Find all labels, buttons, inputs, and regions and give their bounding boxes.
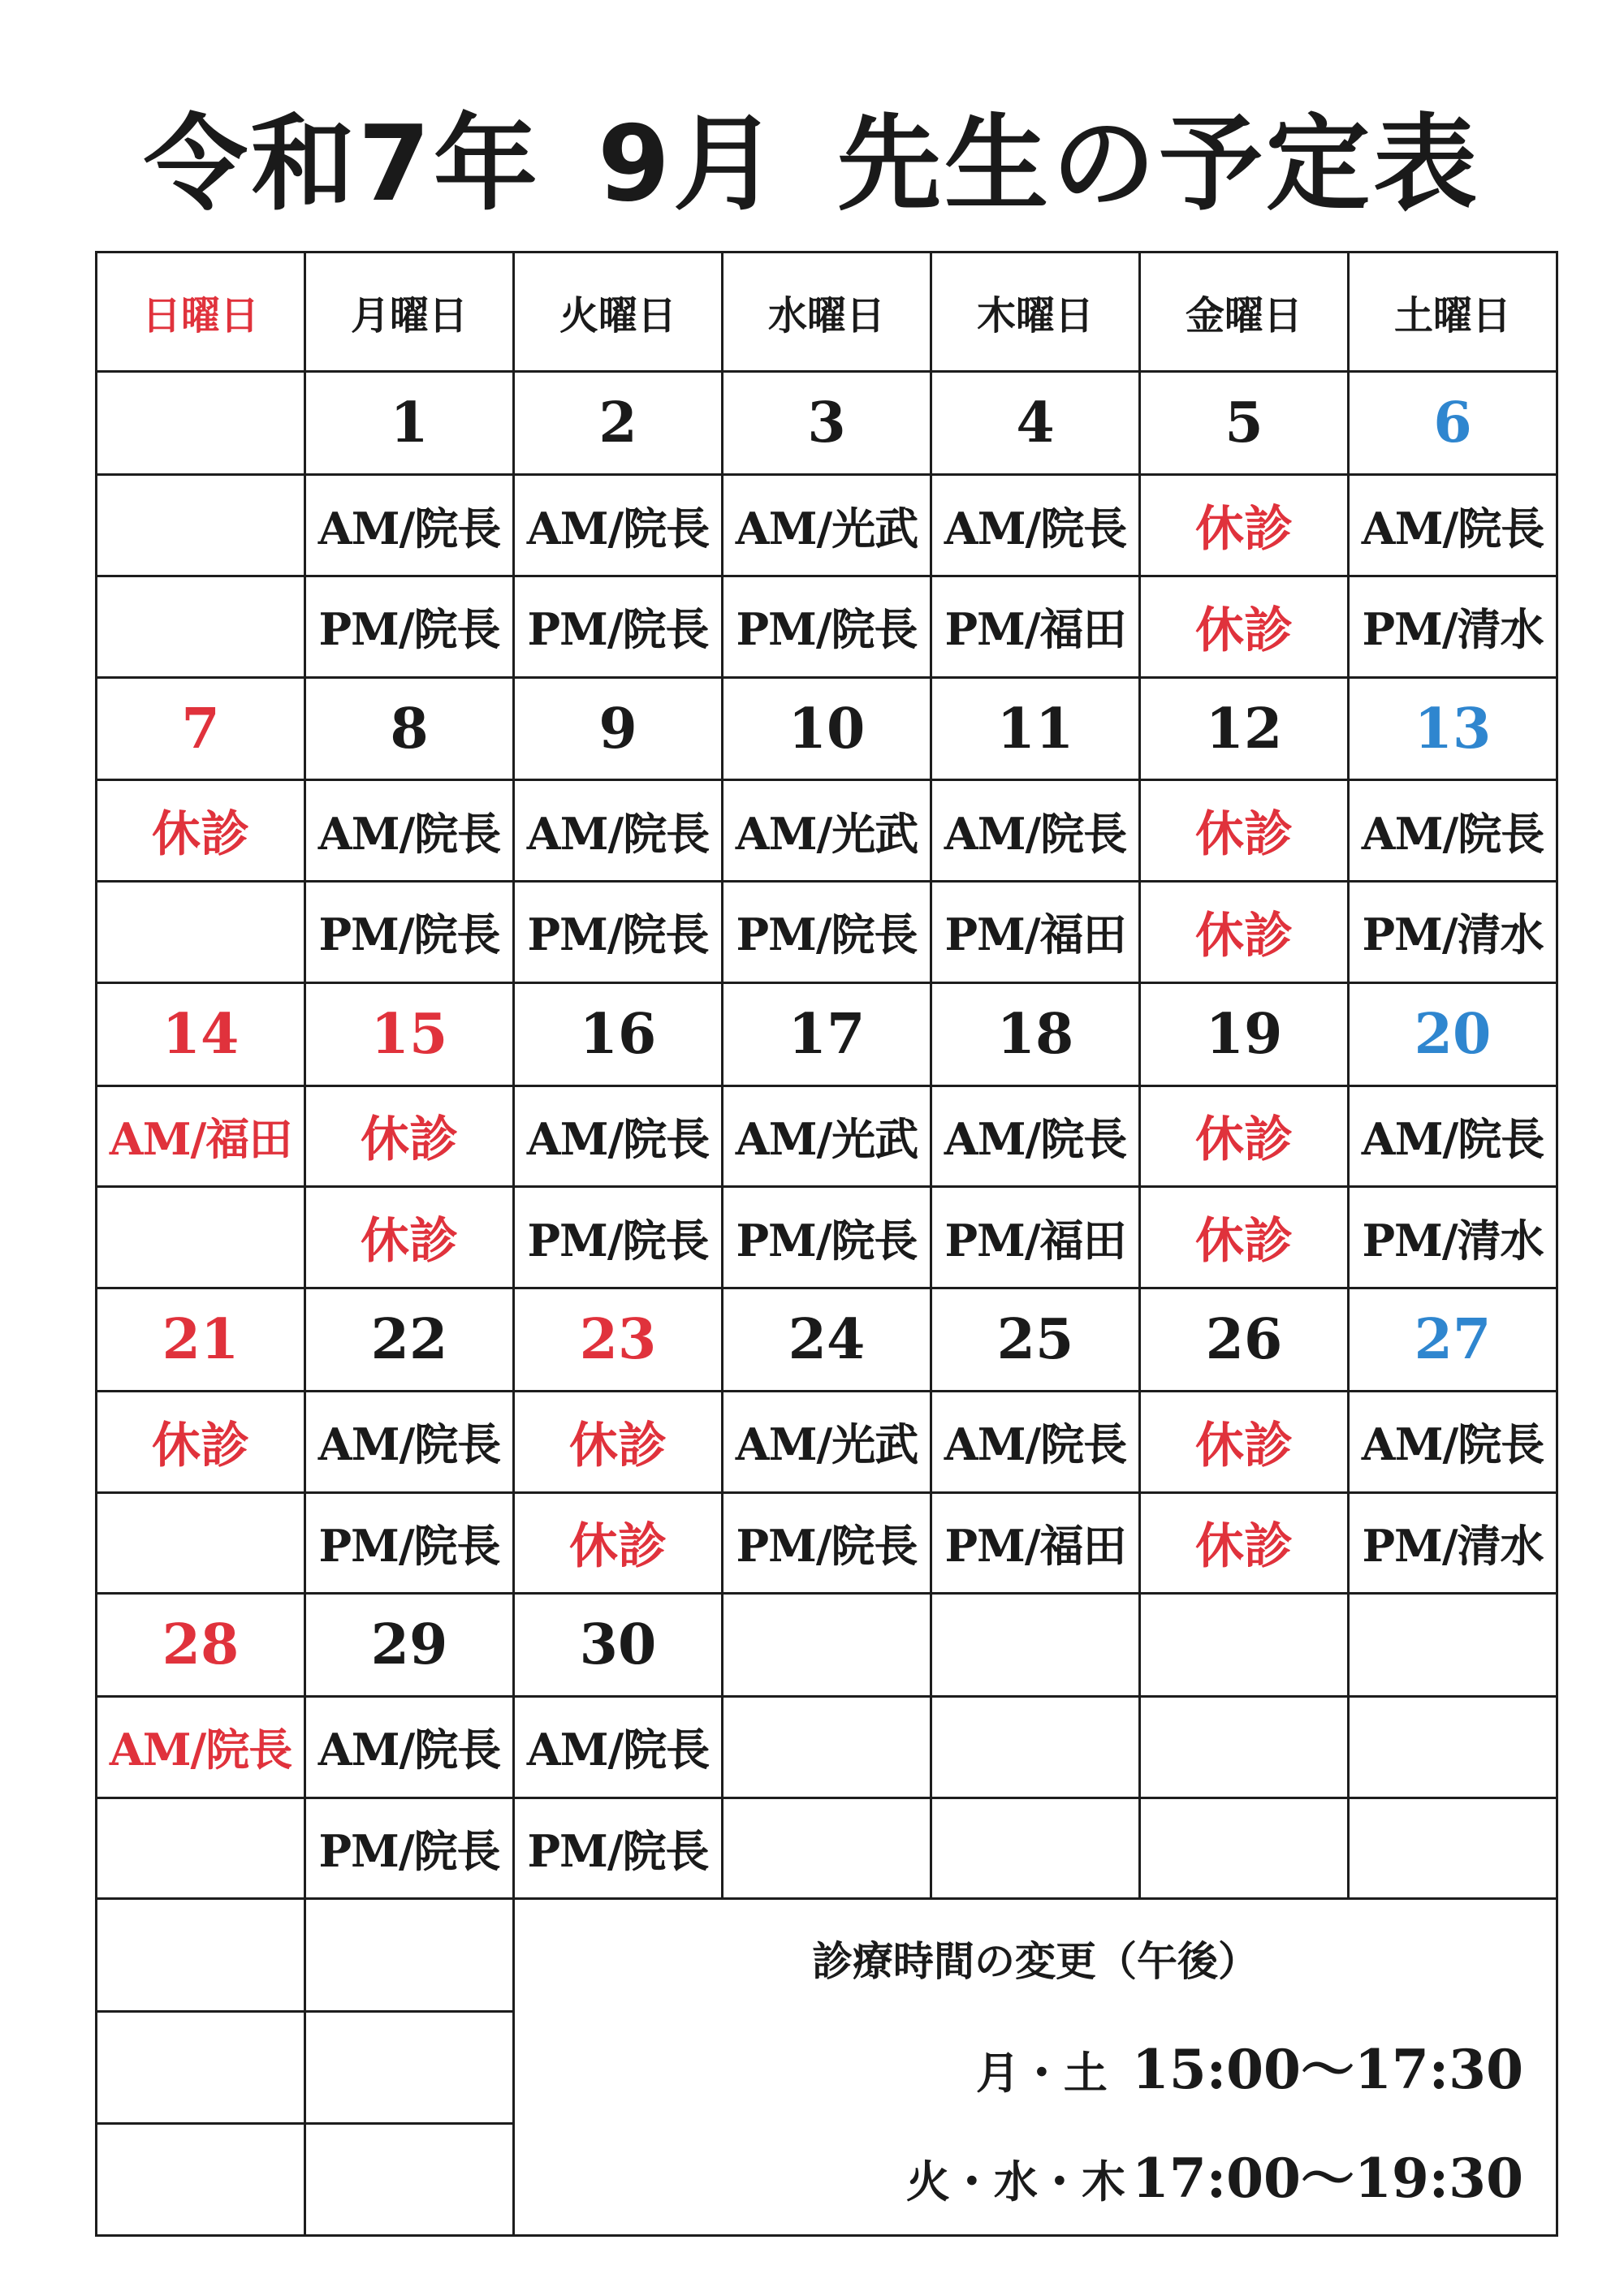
pm-doctor-cell: PM/院長 bbox=[514, 882, 723, 983]
am-doctor-cell: 休診 bbox=[1140, 1391, 1349, 1492]
day-number: 17 bbox=[723, 982, 931, 1085]
pm-doctor-cell bbox=[931, 1798, 1140, 1899]
title-label: 先生の予定表 bbox=[837, 104, 1481, 225]
notice-hours: 17:00〜19:30 bbox=[1131, 2147, 1523, 2211]
notice-days: 月・土 bbox=[975, 2048, 1108, 2100]
day-number bbox=[1140, 1594, 1349, 1697]
pm-doctor-cell: PM/福田 bbox=[931, 882, 1140, 983]
notice-heading: 診療時間の変更（午後） bbox=[812, 1938, 1259, 1986]
pm-doctor-cell: PM/院長 bbox=[305, 1798, 514, 1899]
pm-doctor-cell bbox=[723, 1798, 931, 1899]
blank-cell bbox=[305, 2011, 514, 2123]
pm-doctor-cell bbox=[97, 882, 305, 983]
day-number: 3 bbox=[723, 372, 931, 475]
blank-cell bbox=[305, 2123, 514, 2235]
am-doctor-cell bbox=[931, 1697, 1140, 1798]
day-number: 25 bbox=[931, 1288, 1140, 1392]
day-number: 15 bbox=[305, 982, 514, 1085]
day-number: 13 bbox=[1349, 677, 1557, 780]
pm-doctor-cell: PM/福田 bbox=[931, 1187, 1140, 1288]
pm-slot-row bbox=[97, 1187, 1557, 1288]
am-doctor-cell: AM/院長 bbox=[931, 1085, 1140, 1187]
blank-cell bbox=[97, 2011, 305, 2123]
am-doctor-cell: AM/院長 bbox=[514, 1697, 723, 1798]
pm-doctor-cell: PM/院長 bbox=[514, 1187, 723, 1288]
am-doctor-cell: AM/院長 bbox=[305, 475, 514, 576]
schedule-body bbox=[97, 252, 1557, 2236]
notice-line bbox=[906, 2135, 1523, 2212]
weekday-header: 木曜日 bbox=[931, 252, 1140, 372]
pm-doctor-cell: PM/清水 bbox=[1349, 1187, 1557, 1288]
pm-doctor-cell: PM/院長 bbox=[305, 576, 514, 677]
pm-doctor-cell: 休診 bbox=[1140, 882, 1349, 983]
day-number: 16 bbox=[514, 982, 723, 1085]
day-number-row bbox=[97, 372, 1557, 475]
pm-doctor-cell bbox=[1140, 1798, 1349, 1899]
pm-doctor-cell: 休診 bbox=[1140, 576, 1349, 677]
am-doctor-cell: 休診 bbox=[1140, 475, 1349, 576]
day-number: 30 bbox=[514, 1594, 723, 1697]
day-number: 4 bbox=[931, 372, 1140, 475]
am-doctor-cell: AM/光武 bbox=[723, 1391, 931, 1492]
day-number-row bbox=[97, 1594, 1557, 1697]
am-doctor-cell: AM/院長 bbox=[1349, 1391, 1557, 1492]
weekday-header: 水曜日 bbox=[723, 252, 931, 372]
pm-doctor-cell: PM/院長 bbox=[723, 1492, 931, 1594]
day-number: 20 bbox=[1349, 982, 1557, 1085]
pm-doctor-cell: 休診 bbox=[1140, 1492, 1349, 1594]
day-number: 7 bbox=[97, 677, 305, 780]
notice-hours: 15:00〜17:30 bbox=[1131, 2038, 1523, 2102]
pm-doctor-cell: PM/院長 bbox=[305, 1492, 514, 1594]
day-number: 29 bbox=[305, 1594, 514, 1697]
pm-doctor-cell: PM/福田 bbox=[931, 1492, 1140, 1594]
pm-doctor-cell: PM/院長 bbox=[723, 576, 931, 677]
pm-doctor-cell bbox=[1349, 1798, 1557, 1899]
am-doctor-cell: 休診 bbox=[97, 780, 305, 882]
am-doctor-cell: AM/福田 bbox=[97, 1085, 305, 1187]
am-doctor-cell: AM/光武 bbox=[723, 475, 931, 576]
am-doctor-cell: 休診 bbox=[1140, 1085, 1349, 1187]
day-number: 11 bbox=[931, 677, 1140, 780]
am-doctor-cell: AM/院長 bbox=[1349, 475, 1557, 576]
am-doctor-cell: AM/院長 bbox=[514, 1085, 723, 1187]
day-number: 12 bbox=[1140, 677, 1349, 780]
pm-doctor-cell: PM/清水 bbox=[1349, 1492, 1557, 1594]
weekday-header: 金曜日 bbox=[1140, 252, 1349, 372]
am-slot-row bbox=[97, 475, 1557, 576]
day-number bbox=[931, 1594, 1140, 1697]
page-title bbox=[0, 104, 1624, 226]
weekday-header-row bbox=[97, 252, 1557, 372]
notice-line bbox=[976, 2026, 1523, 2104]
am-doctor-cell: AM/院長 bbox=[931, 1391, 1140, 1492]
weekday-header: 月曜日 bbox=[305, 252, 514, 372]
day-number: 22 bbox=[305, 1288, 514, 1392]
am-doctor-cell: AM/光武 bbox=[723, 780, 931, 882]
pm-doctor-cell: PM/院長 bbox=[514, 1798, 723, 1899]
day-number: 19 bbox=[1140, 982, 1349, 1085]
day-number: 28 bbox=[97, 1594, 305, 1697]
day-number bbox=[97, 372, 305, 475]
pm-slot-row bbox=[97, 882, 1557, 983]
day-number: 18 bbox=[931, 982, 1140, 1085]
am-doctor-cell: AM/光武 bbox=[723, 1085, 931, 1187]
am-slot-row bbox=[97, 780, 1557, 882]
pm-doctor-cell: PM/清水 bbox=[1349, 882, 1557, 983]
day-number: 23 bbox=[514, 1288, 723, 1392]
pm-doctor-cell bbox=[97, 1492, 305, 1594]
day-number-row bbox=[97, 677, 1557, 780]
weekday-header: 日曜日 bbox=[97, 252, 305, 372]
day-number-row bbox=[97, 982, 1557, 1085]
am-slot-row bbox=[97, 1085, 1557, 1187]
day-number bbox=[1349, 1594, 1557, 1697]
day-number-row bbox=[97, 1288, 1557, 1392]
day-number: 5 bbox=[1140, 372, 1349, 475]
schedule-table bbox=[95, 251, 1558, 2237]
am-doctor-cell: AM/院長 bbox=[514, 475, 723, 576]
weekday-header: 火曜日 bbox=[514, 252, 723, 372]
title-month: 9月 bbox=[597, 104, 781, 225]
day-number: 27 bbox=[1349, 1288, 1557, 1392]
day-number: 9 bbox=[514, 677, 723, 780]
pm-doctor-cell bbox=[97, 576, 305, 677]
pm-doctor-cell: 休診 bbox=[1140, 1187, 1349, 1288]
am-doctor-cell: AM/院長 bbox=[305, 1391, 514, 1492]
am-doctor-cell: AM/院長 bbox=[1349, 780, 1557, 882]
pm-doctor-cell bbox=[97, 1187, 305, 1288]
pm-doctor-cell: PM/院長 bbox=[305, 882, 514, 983]
am-doctor-cell bbox=[1140, 1697, 1349, 1798]
pm-doctor-cell: PM/院長 bbox=[514, 576, 723, 677]
blank-row bbox=[97, 1899, 1557, 2011]
am-doctor-cell: AM/院長 bbox=[931, 780, 1140, 882]
hours-notice bbox=[514, 1899, 1557, 2236]
pm-slot-row bbox=[97, 1798, 1557, 1899]
day-number: 26 bbox=[1140, 1288, 1349, 1392]
pm-doctor-cell: PM/福田 bbox=[931, 576, 1140, 677]
am-doctor-cell: 休診 bbox=[97, 1391, 305, 1492]
pm-slot-row bbox=[97, 576, 1557, 677]
am-doctor-cell: AM/院長 bbox=[97, 1697, 305, 1798]
day-number: 21 bbox=[97, 1288, 305, 1392]
day-number: 2 bbox=[514, 372, 723, 475]
day-number: 14 bbox=[97, 982, 305, 1085]
pm-doctor-cell: 休診 bbox=[305, 1187, 514, 1288]
am-doctor-cell: AM/院長 bbox=[931, 475, 1140, 576]
am-doctor-cell bbox=[723, 1697, 931, 1798]
title-era-year: 令和7年 bbox=[143, 104, 541, 225]
day-number bbox=[723, 1594, 931, 1697]
am-doctor-cell bbox=[97, 475, 305, 576]
day-number: 6 bbox=[1349, 372, 1557, 475]
am-doctor-cell: AM/院長 bbox=[305, 780, 514, 882]
day-number: 1 bbox=[305, 372, 514, 475]
day-number: 10 bbox=[723, 677, 931, 780]
weekday-header: 土曜日 bbox=[1349, 252, 1557, 372]
am-doctor-cell: 休診 bbox=[514, 1391, 723, 1492]
pm-doctor-cell: PM/院長 bbox=[723, 1187, 931, 1288]
pm-doctor-cell: PM/清水 bbox=[1349, 576, 1557, 677]
notice-days: 火・水・木 bbox=[905, 2156, 1125, 2208]
am-doctor-cell: AM/院長 bbox=[1349, 1085, 1557, 1187]
am-slot-row bbox=[97, 1391, 1557, 1492]
blank-cell bbox=[97, 1899, 305, 2011]
pm-doctor-cell: 休診 bbox=[514, 1492, 723, 1594]
am-doctor-cell: 休診 bbox=[1140, 780, 1349, 882]
am-doctor-cell: AM/院長 bbox=[305, 1697, 514, 1798]
am-doctor-cell bbox=[1349, 1697, 1557, 1798]
day-number: 24 bbox=[723, 1288, 931, 1392]
pm-doctor-cell bbox=[97, 1798, 305, 1899]
am-doctor-cell: 休診 bbox=[305, 1085, 514, 1187]
pm-slot-row bbox=[97, 1492, 1557, 1594]
day-number: 8 bbox=[305, 677, 514, 780]
am-slot-row bbox=[97, 1697, 1557, 1798]
am-doctor-cell: AM/院長 bbox=[514, 780, 723, 882]
pm-doctor-cell: PM/院長 bbox=[723, 882, 931, 983]
blank-cell bbox=[305, 1899, 514, 2011]
blank-cell bbox=[97, 2123, 305, 2235]
